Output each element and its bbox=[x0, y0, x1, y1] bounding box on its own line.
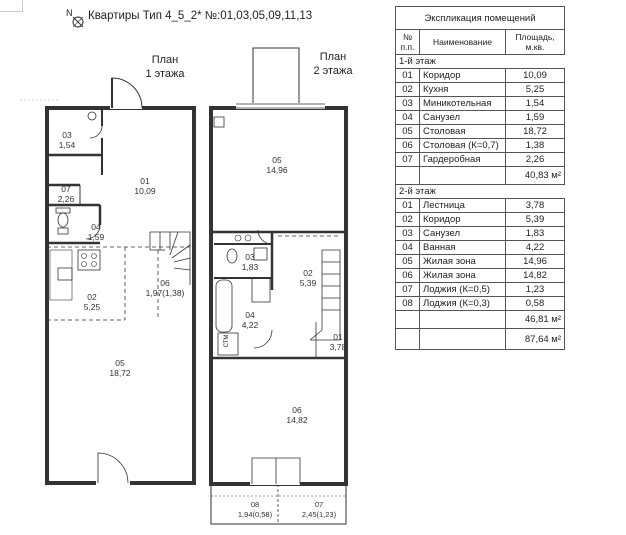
table-row bbox=[396, 83, 565, 97]
plan2-bathtub-icon bbox=[216, 280, 232, 332]
plan1-toilet-icon bbox=[58, 213, 68, 227]
floor1-total: 40,83 м² bbox=[506, 167, 565, 185]
table-row bbox=[396, 97, 565, 111]
cell-name: Жилая зона bbox=[420, 255, 506, 269]
cell-num: 08 bbox=[396, 297, 420, 311]
cell-num: 07 bbox=[396, 153, 420, 167]
plan2-balcony-top bbox=[253, 48, 299, 108]
room-area: 1,94(0,58) bbox=[237, 510, 273, 519]
plan2-room-07 bbox=[294, 500, 344, 520]
table-title: Экспликация помещений bbox=[396, 7, 565, 30]
room-number: 03 bbox=[245, 252, 255, 262]
room-area: 18,72 bbox=[109, 368, 131, 378]
room-number: 08 bbox=[250, 500, 260, 509]
cell-name: Коридор bbox=[420, 69, 506, 83]
table-row bbox=[396, 69, 565, 83]
col-header-area: Площадь, м.кв. bbox=[506, 30, 565, 55]
cell-num: 07 bbox=[396, 283, 420, 297]
room-number: 04 bbox=[245, 310, 255, 320]
plan2-room-05 bbox=[262, 155, 292, 175]
plan2-label-line2: 2 этажа bbox=[313, 65, 353, 77]
room-number: 02 bbox=[87, 292, 97, 302]
room-number: 02 bbox=[303, 268, 313, 278]
table-row bbox=[396, 227, 565, 241]
explication-table bbox=[395, 6, 565, 350]
cell-num: 03 bbox=[396, 97, 420, 111]
plan1-room-02 bbox=[80, 292, 104, 312]
room-area: 5,25 bbox=[83, 302, 101, 312]
cell-area: 14,82 bbox=[506, 269, 565, 283]
plan1-room-07 bbox=[54, 184, 78, 204]
table-row bbox=[396, 125, 565, 139]
plan1-room-05 bbox=[105, 358, 135, 378]
cell-area: 2,26 bbox=[506, 153, 565, 167]
cell-name: Санузел bbox=[420, 227, 506, 241]
cell-name: Столовая (К=0,7) bbox=[420, 139, 506, 153]
plan1-sink-icon bbox=[58, 268, 72, 280]
plan2-room-06 bbox=[282, 405, 312, 425]
plan1-bottom-door bbox=[98, 453, 128, 483]
cell-num: 06 bbox=[396, 269, 420, 283]
room-number: 01 bbox=[140, 176, 150, 186]
cell-num: 02 bbox=[396, 83, 420, 97]
room-number: 05 bbox=[115, 358, 125, 368]
cell-name: Санузел bbox=[420, 111, 506, 125]
table-row bbox=[396, 297, 565, 311]
room-number: 01 bbox=[333, 332, 343, 342]
cell-area: 10,09 bbox=[506, 69, 565, 83]
cell-name: Кухня bbox=[420, 83, 506, 97]
room-area: 5,39 bbox=[299, 278, 317, 288]
floor2-label: 2-й этаж bbox=[396, 185, 565, 199]
table-row bbox=[396, 153, 565, 167]
cell-area: 4,22 bbox=[506, 241, 565, 255]
floor1-label: 1-й этаж bbox=[396, 55, 565, 69]
table-row bbox=[396, 255, 565, 269]
cell-area: 18,72 bbox=[506, 125, 565, 139]
cell-num: 01 bbox=[396, 69, 420, 83]
plan2-room-04 bbox=[238, 310, 262, 330]
room-area: 4,22 bbox=[241, 320, 259, 330]
floor2-total: 46,81 м² bbox=[506, 311, 565, 329]
table-row bbox=[396, 213, 565, 227]
room-area: 2,45(1,23) bbox=[301, 510, 337, 519]
cell-num: 05 bbox=[396, 125, 420, 139]
plan1-stairs-icon bbox=[150, 232, 190, 320]
cell-num: 03 bbox=[396, 227, 420, 241]
room-area: 14,82 bbox=[286, 415, 308, 425]
cell-num: 01 bbox=[396, 199, 420, 213]
room-area: 1,59 bbox=[87, 232, 105, 242]
cell-num: 06 bbox=[396, 139, 420, 153]
cell-area: 1,59 bbox=[506, 111, 565, 125]
plan1-room-03 bbox=[55, 130, 79, 150]
cell-name: Коридор bbox=[420, 213, 506, 227]
room-number: 06 bbox=[292, 405, 302, 415]
plan2-room-03 bbox=[238, 252, 262, 272]
table-row bbox=[396, 241, 565, 255]
room-number: 07 bbox=[61, 184, 71, 194]
cell-area: 1,23 bbox=[506, 283, 565, 297]
washing-machine-label: СТМ bbox=[224, 334, 230, 348]
table-row bbox=[396, 199, 565, 213]
room-area: 1,54 bbox=[58, 140, 76, 150]
plan1-room-04 bbox=[84, 222, 108, 242]
plan1-room-06 bbox=[140, 278, 190, 298]
cell-area: 1,38 bbox=[506, 139, 565, 153]
cell-name: Лестница bbox=[420, 199, 506, 213]
cell-area: 5,25 bbox=[506, 83, 565, 97]
cell-area: 1,83 bbox=[506, 227, 565, 241]
col-header-name: Наименование bbox=[420, 30, 506, 55]
plan2-room-01 bbox=[326, 332, 350, 352]
plan1-room-01 bbox=[130, 176, 160, 196]
room-area: 10,09 bbox=[134, 186, 156, 196]
cell-num: 05 bbox=[396, 255, 420, 269]
cell-area: 1,54 bbox=[506, 97, 565, 111]
table-row bbox=[396, 139, 565, 153]
room-area: 2,26 bbox=[57, 194, 75, 204]
cell-area: 3,78 bbox=[506, 199, 565, 213]
plan2-room-08 bbox=[230, 500, 280, 520]
cell-num: 04 bbox=[396, 241, 420, 255]
cell-area: 14,96 bbox=[506, 255, 565, 269]
cell-name: Миникотельная bbox=[420, 97, 506, 111]
plan2-label-line1: План bbox=[319, 51, 347, 63]
cell-name: Столовая bbox=[420, 125, 506, 139]
cell-name: Ванная bbox=[420, 241, 506, 255]
table-row bbox=[396, 111, 565, 125]
room-number: 07 bbox=[314, 500, 324, 509]
cell-name: Гардеробная bbox=[420, 153, 506, 167]
plan1-stove-icon bbox=[78, 250, 100, 270]
plan2-room-02 bbox=[296, 268, 320, 288]
cell-num: 04 bbox=[396, 111, 420, 125]
page-title: Квартиры Тип 4_5_2* №:01,03,05,09,11,13 bbox=[88, 10, 313, 22]
table-row bbox=[396, 283, 565, 297]
compass-letter: N bbox=[66, 8, 73, 18]
cell-num: 02 bbox=[396, 213, 420, 227]
plan1-label-line1: План bbox=[151, 54, 179, 66]
cell-name: Лоджия (К=0,5) bbox=[420, 283, 506, 297]
room-area: 1,97(1,38) bbox=[145, 288, 185, 298]
cell-name: Жилая зона bbox=[420, 269, 506, 283]
room-area: 3,78 bbox=[329, 342, 347, 352]
room-area: 1,83 bbox=[241, 262, 259, 272]
grand-total: 87,64 м² bbox=[506, 329, 565, 350]
cell-area: 5,39 bbox=[506, 213, 565, 227]
room-number: 06 bbox=[160, 278, 170, 288]
cell-area: 0,58 bbox=[506, 297, 565, 311]
room-number: 04 bbox=[91, 222, 101, 232]
room-number: 05 bbox=[272, 155, 282, 165]
table-row bbox=[396, 269, 565, 283]
plan2-toilet-icon bbox=[227, 249, 237, 263]
room-number: 03 bbox=[62, 130, 72, 140]
room-area: 14,96 bbox=[266, 165, 288, 175]
cell-name: Лоджия (К=0,3) bbox=[420, 297, 506, 311]
col-header-num: № п.п. bbox=[396, 30, 420, 55]
plan1-label-line2: 1 этажа bbox=[145, 68, 185, 80]
